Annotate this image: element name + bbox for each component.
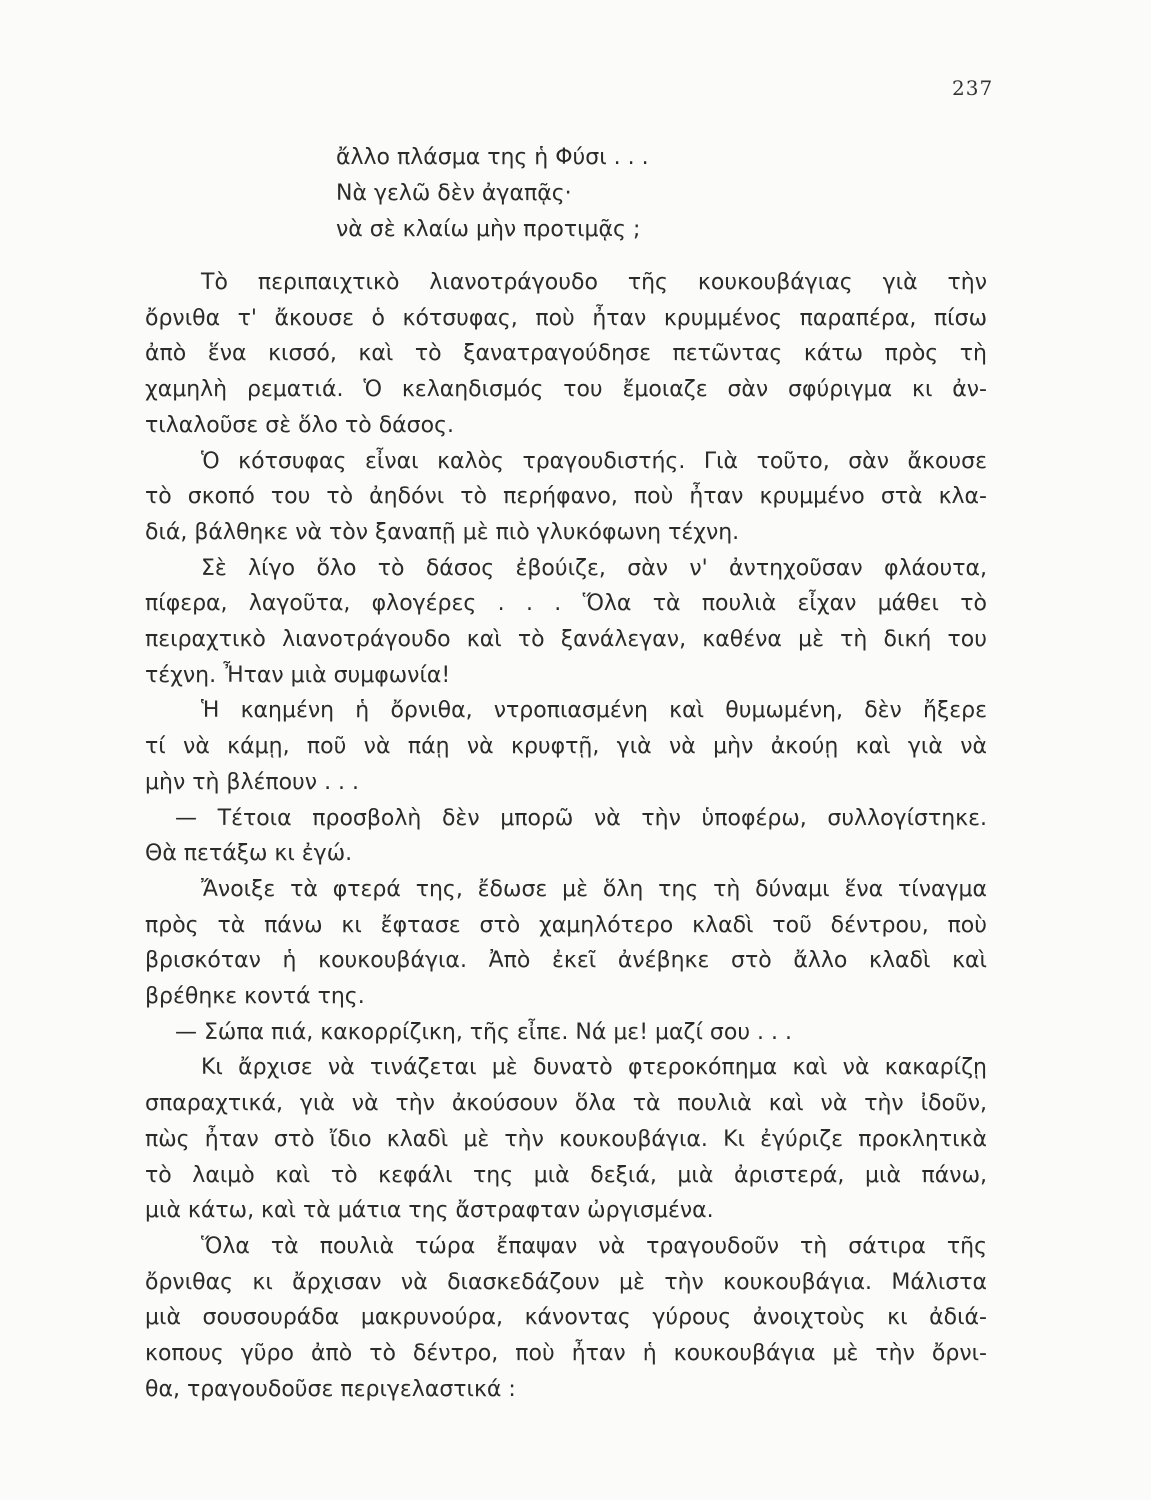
verse-stanza (336, 140, 649, 248)
verse-line: ἄλλο πλάσμα της ἡ Φύσι . . . (336, 145, 649, 170)
text-line: βρέθηκε κοντά της. (145, 984, 365, 1010)
text-line: Τὸ περιπαιχτικὸ λιανοτράγουδο τῆς κουκουβάγιας γιὰ τὴν (201, 270, 987, 295)
text-line: ὄρνιθας κι ἄρχισαν νὰ διασκεδάζουν μὲ τὴν κουκουβάγια. Μάλιστα (145, 1269, 987, 1295)
text-line: θα, τραγουδοῦσε περιγελαστικά : (145, 1376, 516, 1402)
text-line: πὼς ἦταν στὸ ἴδιο κλαδὶ μὲ τὴν κουκουβάγια. Κι ἐγύριζε προκλητικὰ (145, 1126, 987, 1152)
text-line: — Σώπα πιά, κακορρίζικη, τῆς εἶπε. Νά με! μαζί σου . . . (175, 1019, 793, 1045)
text-line: χαμηλὴ ρεματιά. Ὁ κελαηδισμός του ἔμοιαζε σὰν σφύριγμα κι ἀν- (145, 377, 987, 403)
text-line: πειραχτικὸ λιανοτράγουδο καὶ τὸ ξανάλεγαν, καθένα μὲ τὴ δική του (145, 627, 987, 653)
verse-line: νὰ σὲ κλαίω μὴν προτιμᾷς ; (336, 217, 641, 242)
text-line: Κι ἄρχισε νὰ τινάζεται μὲ δυνατὸ φτεροκόπημα καὶ νὰ κακαρίζῃ (201, 1055, 987, 1081)
text-line: ὄρνιθα τ' ἄκουσε ὁ κότσυφας, ποὺ ἦταν κρυμμένος παραπέρα, πίσω (145, 305, 987, 331)
text-line: Σὲ λίγο ὅλο τὸ δάσος ἐβούιζε, σὰν ν' ἀντηχοῦσαν φλάουτα, (201, 555, 987, 581)
verse-line: Νὰ γελῶ δὲν ἀγαπᾷς· (336, 181, 572, 206)
text-line: βρισκόταν ἡ κουκουβάγια. Ἀπὸ ἐκεῖ ἀνέβηκε στὸ ἄλλο κλαδὶ καὶ (145, 948, 987, 974)
text-line: Ὅλα τὰ πουλιὰ τώρα ἔπαψαν νὰ τραγουδοῦν τὴ σάτιρα τῆς (201, 1233, 987, 1259)
text-line: τέχνη. Ἦταν μιὰ συμφωνία! (145, 662, 451, 688)
text-line: τί νὰ κάμῃ, ποῦ νὰ πάῃ νὰ κρυφτῇ, γιὰ νὰ μὴν ἀκούῃ καὶ γιὰ νὰ (145, 734, 987, 760)
text-line: τὸ σκοπό του τὸ ἀηδόνι τὸ περήφανο, ποὺ ἦταν κρυμμένο στὰ κλα- (145, 484, 987, 510)
text-line: μὴν τὴ βλέπουν . . . (145, 769, 360, 795)
text-line: ἀπὸ ἕνα κισσό, καὶ τὸ ξανατραγούδησε πετῶντας κάτω πρὸς τὴ (145, 341, 987, 367)
text-line: μιὰ σουσουράδα μακρυνούρα, κάνοντας γύρους ἀνοιχτοὺς κι ἀδιά- (145, 1305, 987, 1331)
text-line: τὸ λαιμὸ καὶ τὸ κεφάλι της μιὰ δεξιά, μιὰ ἀριστερά, μιὰ πάνω, (145, 1162, 987, 1188)
text-line: Ἡ καημένη ἡ ὄρνιθα, ντροπιασμένη καὶ θυμωμένη, δὲν ἤξερε (201, 698, 987, 724)
body-text (145, 265, 987, 1408)
page-number: 237 (952, 76, 994, 100)
text-line: μιὰ κάτω, καὶ τὰ μάτια της ἄστραφταν ὠργισμένα. (145, 1198, 714, 1224)
text-line: διά, βάλθηκε νὰ τὸν ξαναπῇ μὲ πιὸ γλυκόφωνη τέχνη. (145, 519, 740, 545)
text-line: Ὁ κότσυφας εἶναι καλὸς τραγουδιστής. Γιὰ τοῦτο, σὰν ἄκουσε (201, 448, 987, 474)
text-line: τιλαλοῦσε σὲ ὅλο τὸ δάσος. (145, 412, 454, 438)
text-line: Θὰ πετάξω κι ἐγώ. (145, 841, 353, 867)
text-line: κοπους γῦρο ἀπὸ τὸ δέντρο, ποὺ ἦταν ἡ κουκουβάγια μὲ τὴν ὄρνι- (145, 1341, 987, 1367)
text-line: πρὸς τὰ πάνω κι ἔφτασε στὸ χαμηλότερο κλαδὶ τοῦ δέντρου, ποὺ (145, 912, 987, 938)
text-line: Ἄνοιξε τὰ φτερά της, ἔδωσε μὲ ὅλη της τὴ δύναμι ἕνα τίναγμα (201, 876, 987, 902)
text-line: σπαραχτικά, γιὰ νὰ τὴν ἀκούσουν ὅλα τὰ πουλιὰ καὶ νὰ τὴν ἰδοῦν, (145, 1091, 987, 1117)
text-line: — Τέτοια προσβολὴ δὲν μπορῶ νὰ τὴν ὑποφέρω, συλλογίστηκε. (175, 805, 987, 831)
text-line: πίφερα, λαγοῦτα, φλογέρες . . . Ὅλα τὰ πουλιὰ εἶχαν μάθει τὸ (145, 591, 987, 617)
